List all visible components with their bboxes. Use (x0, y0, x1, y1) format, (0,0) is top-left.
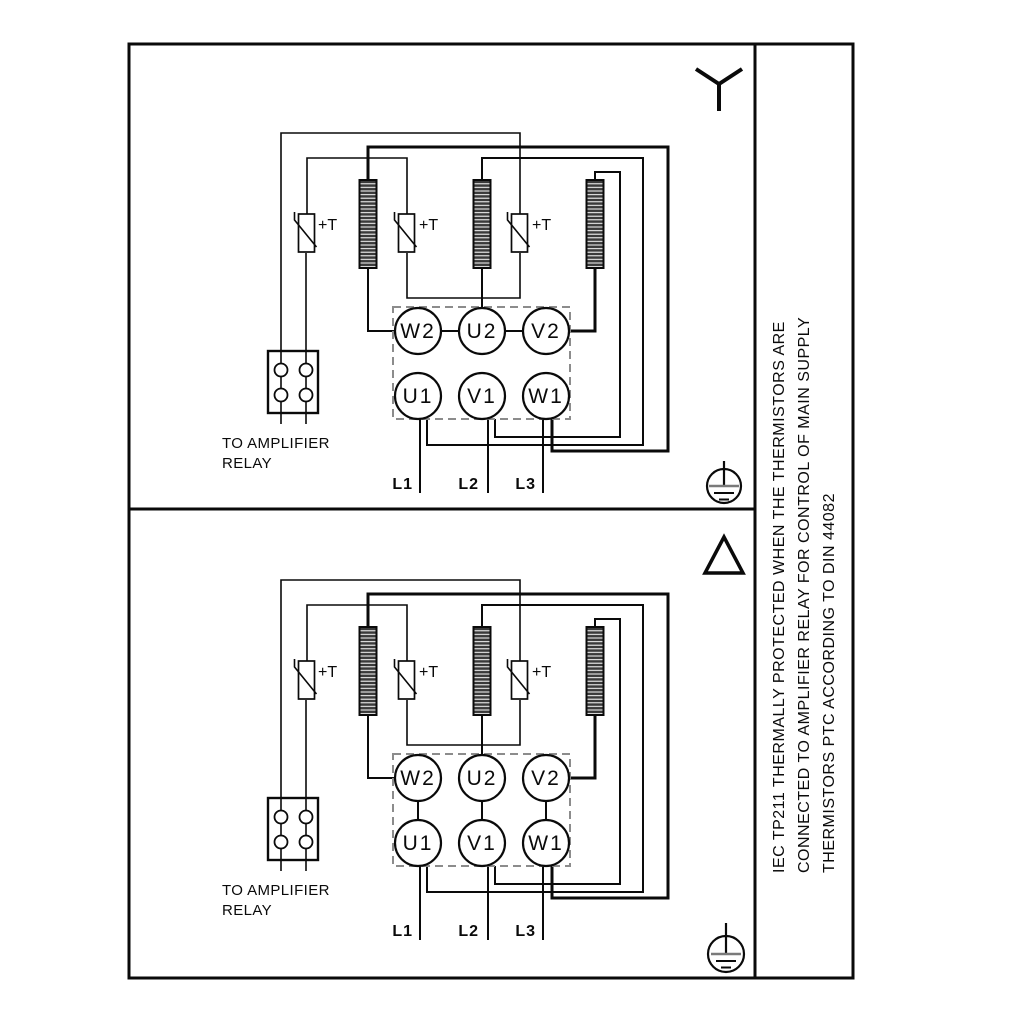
terminal-label-U1: U1 (402, 385, 434, 408)
thermistor-chain-wire (407, 700, 520, 745)
phase-label-L3: L3 (515, 923, 536, 940)
thermistor-chain-wire (307, 158, 407, 215)
relay-note-line: RELAY (222, 902, 273, 919)
thermistor-chain-wire (307, 605, 407, 662)
protective-earth-icon (707, 461, 741, 503)
phase-label-L2: L2 (458, 476, 479, 493)
terminal-label-W2: W2 (400, 767, 436, 790)
terminal-label-V2: V2 (531, 767, 561, 790)
motor-winding-icon (474, 627, 491, 715)
winding-route-wire (569, 713, 595, 778)
relay-note-line: RELAY (222, 455, 273, 472)
terminal-label-U2: U2 (466, 767, 498, 790)
thermistor-label: +T (419, 217, 439, 234)
side-note (771, 317, 838, 873)
thermistor-label: +T (318, 664, 338, 681)
star-connection-icon (696, 69, 742, 111)
terminal-label-W1: W1 (528, 385, 564, 408)
terminal-label-V1: V1 (467, 385, 497, 408)
phase-label-L2: L2 (458, 923, 479, 940)
thermistor-label: +T (419, 664, 439, 681)
phase-label-L3: L3 (515, 476, 536, 493)
thermistor-chain-wire (407, 253, 520, 298)
thermistor-label: +T (318, 217, 338, 234)
side-note-line-2: CONNECTED TO AMPLIFIER RELAY FOR CONTROL OF MAIN SUPPLY (796, 316, 813, 873)
winding-route-wire (368, 715, 395, 778)
ptc-thermistor-icon (508, 212, 530, 252)
ptc-thermistor-icon (395, 212, 417, 252)
terminal-label-U2: U2 (466, 320, 498, 343)
delta-panel (222, 537, 744, 972)
thermistor-label: +T (532, 217, 552, 234)
terminal-label-W2: W2 (400, 320, 436, 343)
phase-label-L1: L1 (392, 923, 413, 940)
ptc-thermistor-icon (508, 659, 530, 699)
amplifier-relay-connector (268, 798, 318, 860)
terminal-label-V2: V2 (531, 320, 561, 343)
side-note-line-1: IEC TP211 THERMALLY PROTECTED WHEN THE THERMISTORS ARE (771, 321, 788, 873)
ptc-thermistor-icon (395, 659, 417, 699)
ptc-thermistor-icon (295, 659, 317, 699)
relay-note-line: TO AMPLIFIER (222, 435, 330, 452)
phase-label-L1: L1 (392, 476, 413, 493)
thermistor-label: +T (532, 664, 552, 681)
motor-winding-icon (587, 180, 604, 268)
motor-winding-icon (474, 180, 491, 268)
terminal-label-V1: V1 (467, 832, 497, 855)
winding-route-wire (569, 266, 595, 331)
terminal-label-W1: W1 (528, 832, 564, 855)
delta-connection-icon (705, 537, 743, 573)
motor-winding-icon (587, 627, 604, 715)
ptc-thermistor-icon (295, 212, 317, 252)
amplifier-relay-connector (268, 351, 318, 413)
protective-earth-icon (708, 923, 744, 972)
relay-note-line: TO AMPLIFIER (222, 882, 330, 899)
star-panel (222, 69, 742, 503)
motor-winding-icon (360, 627, 377, 715)
side-note-line-3: THERMISTORS PTC ACCORDING TO DIN 44082 (821, 493, 838, 873)
motor-winding-icon (360, 180, 377, 268)
winding-route-wire (368, 268, 395, 331)
terminal-label-U1: U1 (402, 832, 434, 855)
